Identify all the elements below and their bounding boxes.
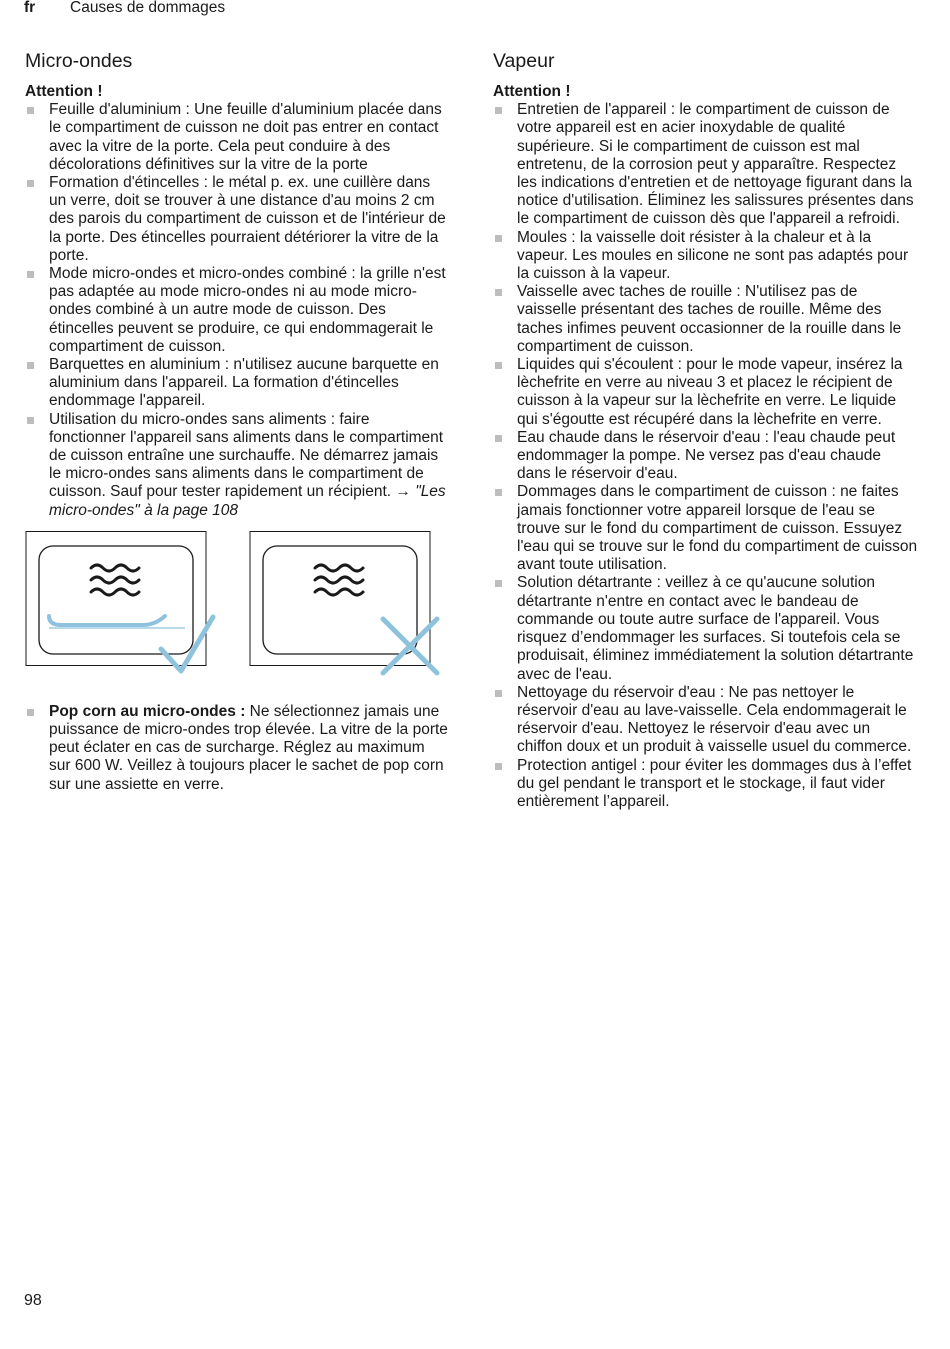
list-item xyxy=(25,411,450,520)
section-title: Causes de dommages xyxy=(70,0,226,16)
check-icon xyxy=(161,617,213,671)
list-item: Protection antigel : pour éviter les dommages dus à l’effet du gel pendant le transport et le stockage, il faut vider entièrement l’appareil. xyxy=(493,757,918,812)
page-header xyxy=(24,0,225,18)
xref-arrow: → xyxy=(395,483,411,501)
list-item: Mode micro-ondes et micro-ondes combiné : la grille n'est pas adaptée au mode micro-ondes ni au mode micro-ondes combiné à un autre mode de cuisson. Des étincelles peuvent se produire, ce qui endommagerait le compartiment de cuisson. xyxy=(25,265,450,356)
list-item: Eau chaude dans le réservoir d'eau : l'eau chaude peut endommager la pompe. Ne versez pas d'eau chaude dans le réservoir d'eau. xyxy=(493,429,918,484)
aluminium-wrong-figure xyxy=(249,531,445,681)
cross-icon xyxy=(383,619,437,673)
list-item: Feuille d'aluminium : Une feuille d'aluminium placée dans le compartiment de cuisson ne doit pas entrer en contact avec la vitre de la porte. Cela peut conduire à des décolorations définitives sur la vitre de la porte xyxy=(25,101,450,174)
list-item: Nettoyage du réservoir d'eau : Ne pas nettoyer le réservoir d'eau au lave-vaisselle. Cela endommagerait le réservoir d'eau. Nettoyez le réservoir d'eau avec un chiffon doux et un produit à vaisselle usuel du commerce. xyxy=(493,684,918,757)
microwave-figures xyxy=(25,531,450,681)
aluminium-tray xyxy=(49,616,165,625)
microwave-waves-icon xyxy=(91,565,139,595)
list-item: Liquides qui s'écoulent : pour le mode vapeur, insérez la lèchefrite en verre au niveau 3 et placez le récipient de cuisson à la vapeur sur la lèchefrite en verre. Le liquide qui s'égoutte est récupéré dans la lèchefrite en verre. xyxy=(493,356,918,429)
list-item: Dommages dans le compartiment de cuisson : ne faites jamais fonctionner votre appareil lorsque de l'eau se trouve sur le fond du compartiment de cuisson. Essuyez l'eau qui se trouve sur le fond du compartiment de cuisson avant toute utilisation. xyxy=(493,483,918,574)
microwave-waves-icon xyxy=(315,565,363,595)
list-item: Barquettes en aluminium : n'utilisez aucune barquette en aluminium dans l'appareil. La formation d'étincelles endommage l'appareil. xyxy=(25,356,450,411)
popcorn-text: Ne sélectionnez jamais une puissance de micro-ondes trop élevée. La vitre de la porte peut éclater en cas de surcharge. Réglez au maximum sur 600 W. Veillez à toujours placer le sachet de pop corn sur une assiette en verre. xyxy=(49,702,448,793)
list-item-text: Utilisation du micro-ondes sans aliments : faire fonctionner l'appareil sans aliments dans le compartiment de cuisson entraîne une surchauffe. Ne démarrez jamais le micro-ondes sans aliments dans le compartiment de cuisson. Sauf pour tester rapidement un récipient. xyxy=(49,410,444,501)
language-code: fr xyxy=(24,0,36,16)
microwave-warning-list xyxy=(25,101,450,520)
list-item: Formation d'étincelles : le métal p. ex. une cuillère dans un verre, doit se trouver à une distance d'au moins 2 cm des parois du compartiment de cuisson et de l'intérieur de la porte. Des étincelles pourraient détériorer la vitre de la porte. xyxy=(25,174,450,265)
steam-attention: Attention ! xyxy=(493,83,571,100)
list-item: Moules : la vaisselle doit résister à la chaleur et à la vapeur. Les moules en silicone ne sont pas adaptés pour la cuisson à la vapeur. xyxy=(493,229,918,284)
list-item xyxy=(25,703,450,794)
xref-link[interactable]: "Les micro-ondes" à la page 108 xyxy=(49,483,446,519)
list-item: Entretien de l'appareil : le compartiment de cuisson de votre appareil est en acier inoxydable de qualité supérieure. Si le compartiment de cuisson est mal entretenu, de la corrosion peut y apparaître. Respectez les indications d'entretien et de nettoyage figurant dans la notice d'utilisation. Éliminez les salissures présentes dans le compartiment de cuisson dès que l'appareil a refroidi. xyxy=(493,101,918,228)
list-item: Solution détartrante : veillez à ce qu'aucune solution détartrante n'entre en contact avec le bandeau de commande ou toute autre surface de l'appareil. Vous risquez d’endommager les surfaces. Si toutefois cela se produisait, éliminez immédiatement la solution détartrante avec de l'eau. xyxy=(493,574,918,683)
popcorn-warning-list xyxy=(25,703,450,794)
aluminium-correct-figure xyxy=(25,531,219,681)
popcorn-title: Pop corn au micro-ondes : xyxy=(49,702,246,720)
page-number: 98 xyxy=(24,1292,42,1309)
steam-heading: Vapeur xyxy=(493,50,555,72)
microwave-heading: Micro-ondes xyxy=(25,50,133,72)
steam-warning-list xyxy=(493,101,918,811)
steam-column xyxy=(493,48,918,811)
microwave-attention: Attention ! xyxy=(25,83,103,100)
list-item: Vaisselle avec taches de rouille : N'utilisez pas de vaisselle présentant des taches de rouille. Même des taches infimes peuvent occasionner de la rouille dans le compartiment de cuisson. xyxy=(493,283,918,356)
microwave-column xyxy=(25,48,450,794)
